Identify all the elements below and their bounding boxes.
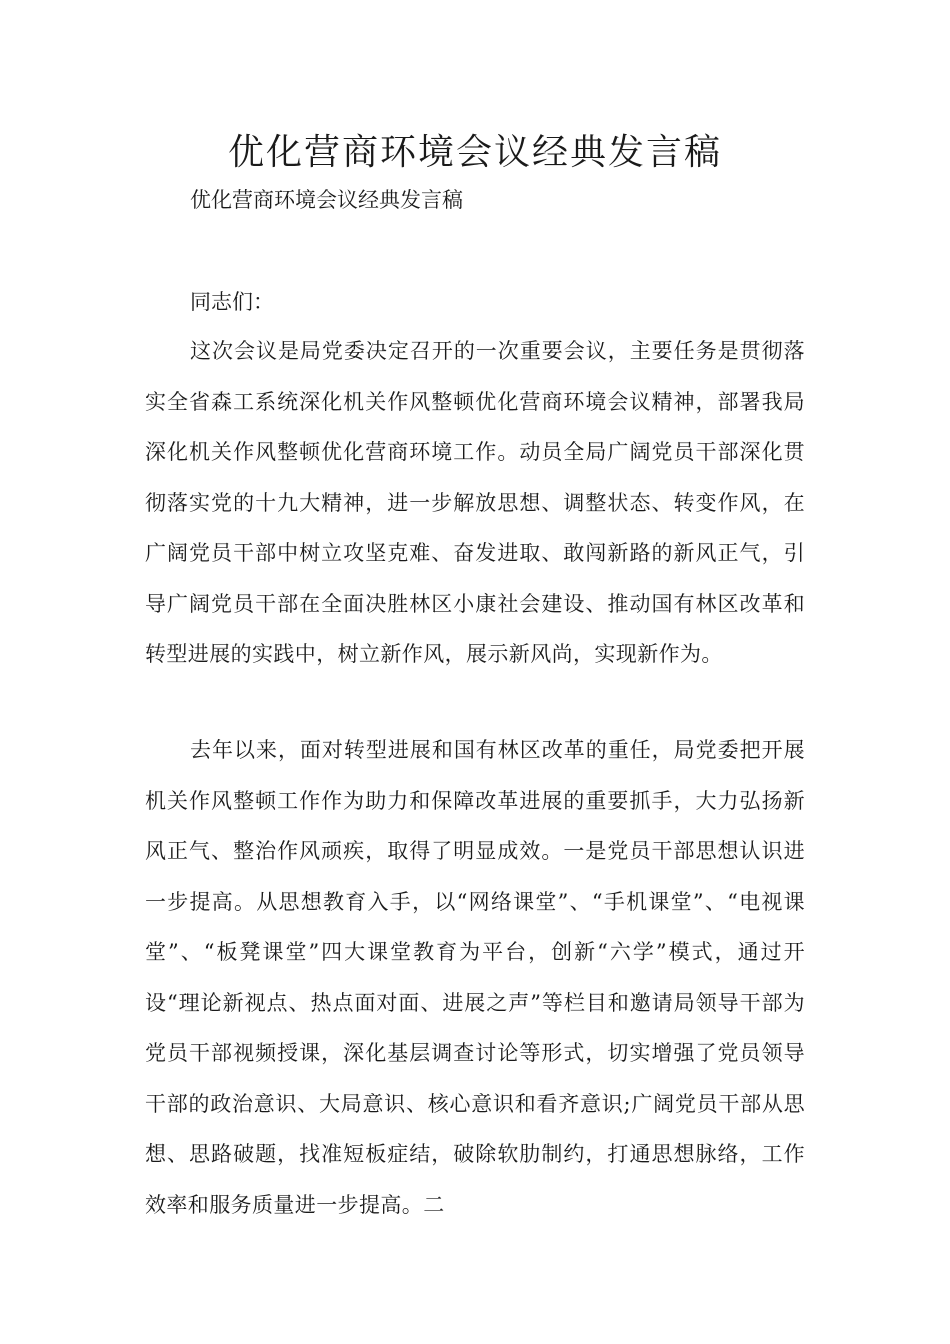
body-paragraph: 这次会议是局党委决定召开的一次重要会议，主要任务是贯彻落实全省森工系统深化机关作风整顿优化营商环境会议精神，部署我局深化机关作风整顿优化营商环境工作。动员全局广阔党员干部深化贯彻落实党的十九大精神，进一步解放思想、调整状态、转变作风，在广阔党员干部中树立攻坚克难、奋发进取、敢闯新路的新风正气，引导广阔党员干部在全面决胜林区小康社会建设、推动国有林区改革和转型进展的实践中，树立新作风，展示新风尚，实现新作为。 [145,339,805,666]
document-subtitle: 优化营商环境会议经典发言稿 [190,188,463,212]
document-title: 优化营商环境会议经典发言稿 [227,132,722,173]
body-paragraph: 去年以来，面对转型进展和国有林区改革的重任，局党委把开展机关作风整顿工作作为助力和保障改革进展的重要抓手，大力弘扬新风正气、整治作风顽疾，取得了明显成效。一是党员干部思想认识进一步提高。从思想教育入手，以“网络课堂”、“手机课堂”、“电视课堂”、“板凳课堂”四大课堂教育为平台，创新“六学”模式，通过开设“理论新视点、热点面对面、进展之声”等栏目和邀请局领导干部为党员干部视频授课，深化基层调查讨论等形式，切实增强了党员领导干部的政治意识、大局意识、核心意识和看齐意识;广阔党员干部从思想、思路破题，找准短板症结，破除软肋制约，打通思想脉络，工作效率和服务质量进一步提高。二 [145,738,805,1217]
salutation: 同志们： [190,290,274,314]
